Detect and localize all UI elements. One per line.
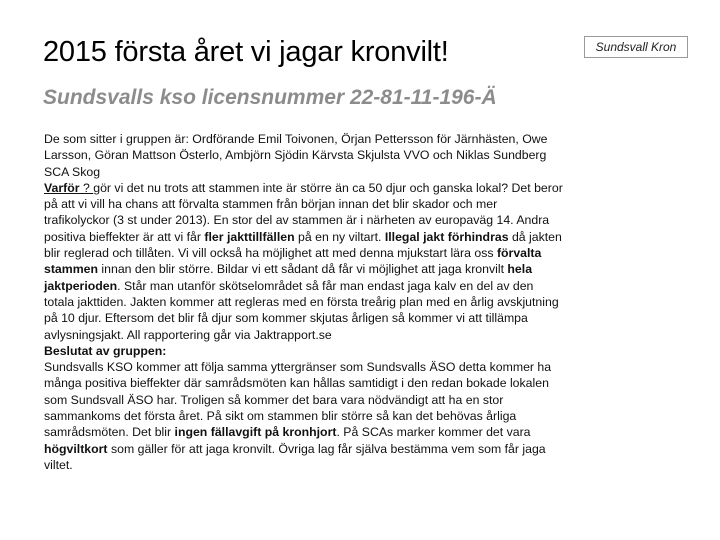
- why-text-3: då jakten blir reglerad och tillåten. Vi vill också ha möjlighet att med denna mjukstart lära oss: [44, 229, 562, 261]
- why-bold-2: Illegal jakt förhindras: [384, 229, 509, 244]
- side-tag: Sundsvall Kron: [584, 36, 688, 58]
- why-text-5: . Står man utanför skötselområdet så får man endast jaga kalv en del av den totala jakttiden. Jakten kommer att regleras med en första treårig plan med en årlig avskjutning på 10 djur. Eftersom det blir få djur som kommer skjutas årligen så kommer vi att tillämpa avlysningsjakt. All rapportering går via Jaktrapport.se: [44, 278, 559, 342]
- group-members-paragraph: [44, 131, 564, 180]
- group-members-text: De som sitter i gruppen är: Ordförande Emil Toivonen, Örjan Pettersson för Järnhästen, Owe Larsson, Göran Mattson Österlo, Ambjörn Sjödin Kärvsta Skjulsta VVO och Niklas Sundberg SCA Skog: [44, 132, 548, 179]
- decision-heading-paragraph: [44, 343, 564, 359]
- why-bold-4: hela jaktperioden: [44, 262, 533, 293]
- decision-bold-2: högviltkort: [44, 441, 108, 456]
- page-subtitle: Sundsvalls kso licensnummer 22-81-11-196-Ä: [43, 86, 497, 109]
- why-question-mark: ?: [79, 180, 94, 195]
- why-text-1: gör vi det nu trots att stammen inte är större än ca 50 djur och ganska lokal? Det beror på att vi vill ha chans att förvalta stammen från början innan det blir skador och mer trafikolyckor (3 st under 2013). En stor del av stammen är i närheten av europaväg 14. Andra positiva bieffekter är att vi får: [44, 180, 563, 244]
- body-text: [44, 131, 564, 473]
- why-bold-1: fler jakttillfällen: [204, 229, 295, 244]
- decision-text-3: som gäller för att jaga kronvilt. Övriga lag får själva bestämma vem som får jaga viltet.: [44, 441, 546, 472]
- decision-heading: Beslutat av gruppen:: [44, 343, 167, 358]
- why-bold-3: förvalta stammen: [44, 246, 542, 277]
- decision-text-2: . På SCAs marker kommer det vara: [336, 425, 531, 440]
- why-text-4: innan den blir större. Bildar vi ett sådant då får vi möjlighet att jaga kronvilt: [98, 262, 508, 277]
- why-label: Varför: [44, 180, 80, 195]
- page-title: 2015 första året vi jagar kronvilt!: [43, 36, 449, 68]
- why-text-2: på en ny viltart.: [294, 229, 385, 244]
- decision-bold-1: ingen fällavgift på kronhjort: [174, 425, 337, 440]
- decision-text-1: Sundsvalls KSO kommer att följa samma yttergränser som Sundsvalls ÄSO detta kommer ha många positiva bieffekter där samrådsmöten kan hållas samtidigt i den redan bokade lokalen som Sundsvall ÄSO har. Troligen så kommer det bara vara nödvändigt att ha en stor sammankoms det första året. På sikt om stammen blir större så kan det behövas årliga samrådsmöten. Det blir: [44, 360, 552, 440]
- why-paragraph: [44, 180, 564, 343]
- decision-paragraph: [44, 359, 564, 473]
